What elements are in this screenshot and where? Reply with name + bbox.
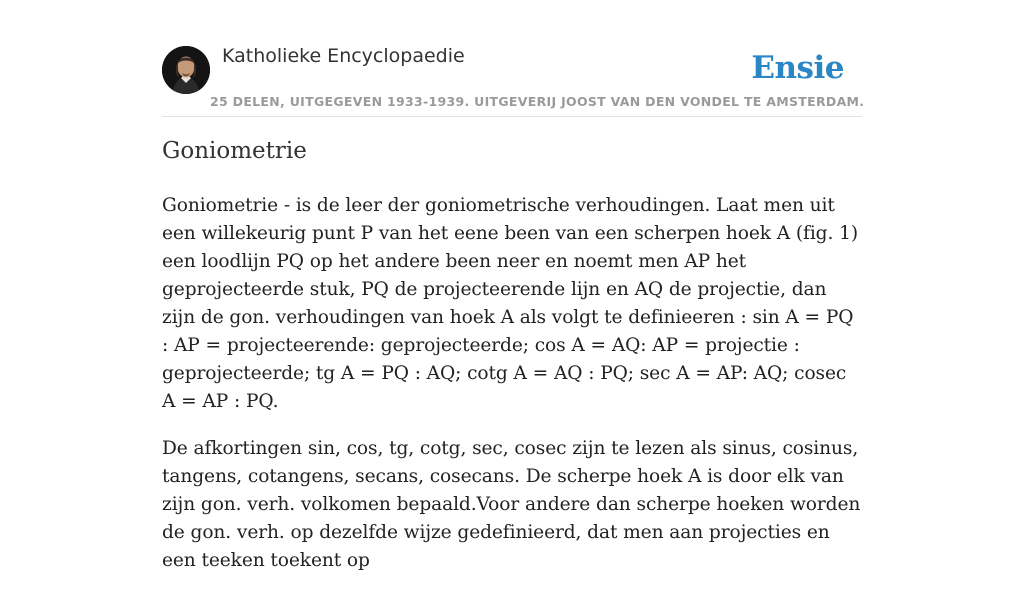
- portrait-avatar-icon: [162, 46, 210, 94]
- article-title: Goniometrie: [162, 138, 307, 164]
- article-paragraph: Goniometrie - is de leer der goniometrische verhoudingen. Laat men uit een willekeurig punt P van het eene been van een scherpen hoek A (fig. 1) een loodlijn PQ op het andere been neer en noemt men AP het geprojecteerde stuk, PQ de projecteerende lijn en AQ de projectie, dan zijn de gon. verhoudingen van hoek A als volgt te definieeren : sin A = PQ : AP = projecteerende: geprojecteerde; cos A = AQ: AP = projectie : geprojecteerde; tg A = PQ : AQ; cotg A = AQ : PQ; sec A = AP: AQ; cosec A = AP : PQ.: [162, 195, 858, 412]
- article-paragraph: De afkortingen sin, cos, tg, cotg, sec, cosec zijn te lezen als sinus, cosinus, tangens, cotangens, secans, cosecans. De scherpe hoek A is door elk van zijn gon. verh. volkomen bepaald.Voor andere dan scherpe hoeken worden de gon. verh. op dezelfde wijze gedefinieerd, dat men aan projecties en een teeken toekent op: [162, 438, 861, 571]
- publication-header: [162, 0, 865, 117]
- publication-title[interactable]: Katholieke Encyclopaedie: [222, 45, 465, 67]
- publication-avatar[interactable]: [162, 46, 210, 94]
- brand-logo[interactable]: Ensie: [751, 50, 844, 86]
- publication-subtitle: 25 DELEN, UITGEGEVEN 1933-1939. UITGEVERIJ JOOST VAN DEN VONDEL TE AMSTERDAM.: [210, 94, 865, 109]
- page: [162, 0, 865, 571]
- article-body: [162, 192, 862, 594]
